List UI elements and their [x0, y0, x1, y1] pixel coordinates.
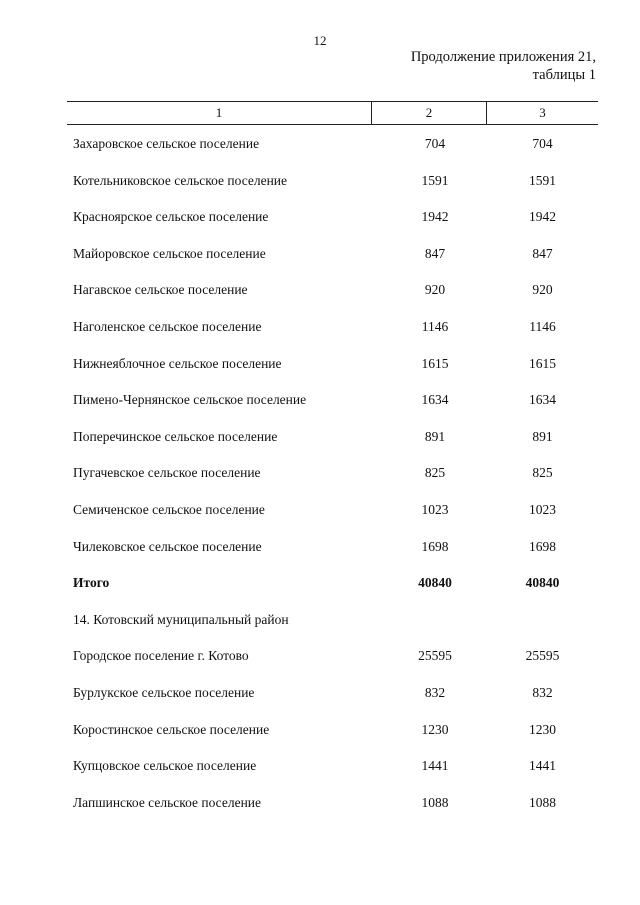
row-value-col3: 1023 — [529, 502, 556, 517]
table-header — [67, 101, 598, 125]
table-row — [0, 384, 640, 420]
row-value-col2: 1088 — [421, 794, 449, 810]
table-row — [0, 677, 640, 713]
row-value-col2: 1441 — [421, 758, 449, 774]
row-value-col2: 25595 — [418, 648, 452, 664]
row-name: 14. Котовский муниципальный район — [73, 611, 289, 627]
column-header-3: 3 — [539, 105, 546, 120]
table-row — [0, 274, 640, 310]
row-value-col3: 1942 — [529, 209, 556, 225]
row-value-col3: 704 — [532, 136, 553, 151]
row-name: Итого — [73, 575, 110, 591]
row-name: Чилековское сельское поселение — [73, 538, 262, 554]
table-row — [0, 787, 640, 823]
row-name: Наголенское сельское поселение — [73, 319, 262, 334]
row-name: Пимено-Чернянское сельское поселение — [73, 392, 307, 408]
appendix-heading — [411, 48, 596, 84]
row-name: Нагавское сельское поселение — [73, 282, 248, 298]
row-value-col3: 1088 — [529, 794, 556, 810]
row-value-col3: 25595 — [525, 648, 560, 664]
total-row — [0, 567, 640, 603]
table-row — [0, 640, 640, 676]
table-row — [0, 531, 640, 567]
table-row — [0, 128, 640, 164]
row-value-col3: 920 — [532, 282, 553, 298]
row-value-col2: 1230 — [421, 721, 449, 737]
row-name: Купцовское сельское поселение — [73, 758, 257, 774]
row-value-col3: 1441 — [529, 758, 556, 774]
row-value-col3: 1698 — [529, 538, 556, 554]
row-value-col2: 704 — [424, 136, 446, 151]
row-value-col3: 40840 — [525, 575, 560, 591]
table-row — [0, 201, 640, 237]
row-value-col2: 1146 — [421, 319, 449, 334]
row-value-col2: 920 — [424, 282, 446, 298]
row-value-col3: 1230 — [529, 721, 556, 737]
row-value-col3: 891 — [532, 428, 553, 444]
row-name: Поперечинское сельское поселение — [73, 428, 278, 444]
row-value-col3: 832 — [532, 685, 553, 700]
row-name: Бурлукское сельское поселение — [73, 685, 255, 700]
row-name: Коростинское сельское поселение — [73, 721, 270, 737]
row-name: Захаровское сельское поселение — [73, 136, 260, 151]
row-value-col3: 847 — [532, 245, 553, 261]
row-value-col3: 1591 — [529, 172, 556, 188]
table-row — [0, 165, 640, 201]
row-value-col2: 40840 — [418, 575, 452, 591]
page-number: 12 — [313, 33, 327, 48]
table-row — [0, 311, 640, 347]
row-value-col2: 832 — [424, 685, 446, 700]
row-value-col2: 1591 — [421, 172, 449, 188]
table-row — [0, 494, 640, 530]
table-row — [0, 750, 640, 786]
table-row — [0, 457, 640, 493]
table-row — [0, 604, 640, 640]
row-value-col2: 847 — [424, 245, 446, 261]
column-header-1: 1 — [67, 102, 372, 124]
row-name: Пугачевское сельское поселение — [73, 465, 261, 481]
row-value-col2: 1023 — [421, 502, 449, 517]
appendix-heading-line-1: Продолжение приложения 21, — [410, 49, 596, 65]
column-header-2: 2 — [372, 102, 487, 124]
row-name: Нижнеяблочное сельское поселение — [73, 355, 282, 371]
table-row — [0, 238, 640, 274]
row-value-col2: 825 — [424, 465, 446, 481]
row-value-col3: 825 — [532, 465, 553, 481]
table-row — [0, 421, 640, 457]
row-name: Семиченское сельское поселение — [73, 502, 265, 517]
row-name: Лапшинское сельское поселение — [73, 794, 262, 810]
row-name: Красноярское сельское поселение — [73, 209, 269, 225]
row-value-col3: 1615 — [529, 355, 556, 371]
table-row — [0, 348, 640, 384]
row-name: Майоровское сельское поселение — [73, 245, 266, 261]
row-value-col2: 1698 — [421, 538, 449, 554]
row-value-col3: 1146 — [529, 319, 556, 334]
row-value-col2: 1615 — [421, 355, 449, 371]
row-value-col3: 1634 — [529, 392, 556, 408]
appendix-heading-line-2: таблицы 1 — [532, 67, 596, 83]
row-value-col2: 891 — [424, 428, 446, 444]
row-name: Городское поселение г. Котово — [73, 648, 249, 664]
row-value-col2: 1942 — [421, 209, 449, 225]
table-row — [0, 714, 640, 750]
row-name: Котельниковское сельское поселение — [73, 172, 288, 188]
row-value-col2: 1634 — [421, 392, 449, 408]
